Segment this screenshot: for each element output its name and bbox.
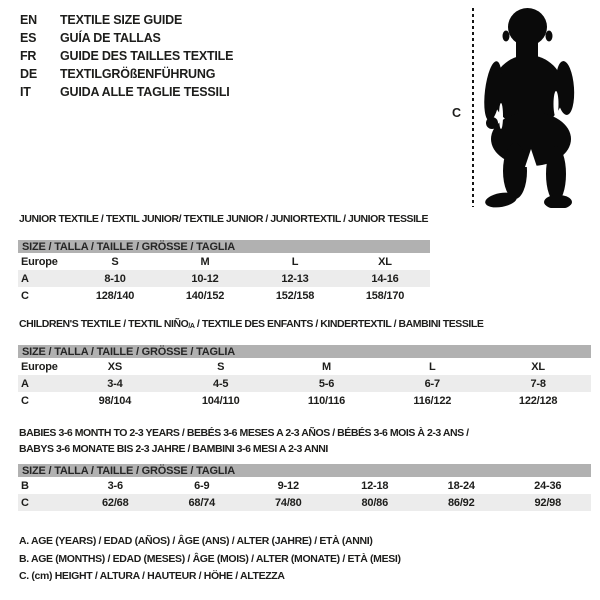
- footnote-b: B. AGE (MONTHS) / EDAD (MESES) / ÂGE (MOIS) / ALTER (MONATE) / ETÀ (MESI): [19, 552, 401, 565]
- table-row: [18, 477, 591, 494]
- size-header-cell: SIZE / TALLA / TAILLE / GRÖSSE / TAGLIA: [18, 464, 591, 477]
- language-header: [20, 11, 233, 101]
- language-row: [20, 83, 233, 101]
- table-cell: 98/104: [98, 394, 132, 407]
- table-cell: M: [322, 360, 331, 373]
- language-code: FR: [20, 49, 37, 63]
- table-cell: 128/140: [95, 289, 135, 302]
- babies-size-table: [18, 464, 591, 511]
- language-row: [20, 65, 233, 83]
- baby-silhouette-icon: [483, 6, 583, 208]
- table-cell: S: [111, 255, 119, 268]
- language-code: DE: [20, 67, 37, 81]
- language-row: [20, 29, 233, 47]
- language-code: ES: [20, 31, 37, 45]
- children-title-pre: CHILDREN'S TEXTILE / TEXTIL NIÑO: [19, 318, 189, 330]
- table-row: [18, 392, 591, 409]
- table-cell: 86/92: [418, 494, 505, 511]
- table-row: [18, 375, 591, 392]
- size-header-cell: SIZE / TALLA / TAILLE / GRÖSSE / TAGLIA: [18, 240, 430, 253]
- table-cell: 110/116: [307, 394, 346, 407]
- children-title-sub: /A: [188, 323, 195, 330]
- row-label: A: [18, 375, 62, 392]
- table-cell: 140/152: [185, 289, 225, 302]
- table-row: [18, 253, 430, 270]
- table-cell: 3-6: [107, 479, 123, 492]
- table-cell: 80/86: [332, 494, 419, 511]
- row-label: Europe: [21, 360, 58, 373]
- size-header-cell: SIZE / TALLA / TAILLE / GRÖSSE / TAGLIA: [18, 345, 591, 358]
- table-cell: 14-16: [340, 270, 430, 287]
- table-cell: 7-8: [485, 375, 591, 392]
- table-cell: L: [429, 360, 436, 373]
- table-cell: 24-36: [534, 479, 562, 492]
- junior-section-title: JUNIOR TEXTILE / TEXTIL JUNIOR/ TEXTILE JUNIOR / JUNIORTEXTIL / JUNIOR TESSILE: [19, 213, 429, 225]
- children-section-title: [19, 318, 483, 330]
- language-row: [20, 11, 233, 29]
- table-row: [18, 358, 591, 375]
- table-cell: 68/74: [159, 494, 246, 511]
- table-cell: 104/110: [201, 394, 240, 407]
- size-header-row: [18, 345, 591, 358]
- table-cell: M: [200, 255, 210, 268]
- row-label: A: [18, 270, 70, 287]
- children-size-table: [18, 345, 591, 409]
- language-label: GUÍA DE TALLAS: [60, 31, 161, 45]
- table-cell: 9-12: [277, 479, 299, 492]
- table-cell: 18-24: [447, 479, 475, 492]
- table-row: [18, 494, 591, 511]
- language-label: GUIDA ALLE TAGLIE TESSILI: [60, 85, 230, 99]
- table-cell: 74/80: [245, 494, 332, 511]
- table-cell: 92/98: [505, 494, 592, 511]
- table-cell: 3-4: [62, 375, 168, 392]
- language-label: TEXTILE SIZE GUIDE: [60, 13, 183, 27]
- table-cell: L: [291, 255, 299, 268]
- table-cell: 158/170: [365, 289, 405, 302]
- table-cell: XL: [531, 360, 545, 373]
- table-cell: XL: [378, 255, 392, 268]
- babies-section-title: [19, 425, 469, 457]
- table-row: [18, 270, 430, 287]
- table-cell: 4-5: [168, 375, 274, 392]
- children-title-post: / TEXTILE DES ENFANTS / KINDERTEXTIL / BAMBINI TESSILE: [194, 318, 484, 330]
- row-label: B: [21, 479, 29, 492]
- height-measure-dashed-line: [472, 8, 474, 207]
- table-cell: 12-13: [250, 270, 340, 287]
- table-cell: 6-9: [194, 479, 210, 492]
- footnotes: [19, 533, 401, 586]
- table-cell: 116/122: [413, 394, 452, 407]
- size-header-row: [18, 240, 430, 253]
- table-cell: 62/68: [72, 494, 159, 511]
- language-code: IT: [20, 85, 31, 99]
- table-cell: 12-18: [361, 479, 389, 492]
- language-row: [20, 47, 233, 65]
- table-cell: 5-6: [274, 375, 380, 392]
- height-measure-label: C: [452, 106, 462, 120]
- row-label: C: [18, 494, 72, 511]
- size-header-row: [18, 464, 591, 477]
- language-label: GUIDE DES TAILLES TEXTILE: [60, 49, 234, 63]
- row-label: C: [21, 394, 29, 407]
- table-cell: 8-10: [70, 270, 160, 287]
- footnote-a: A. AGE (YEARS) / EDAD (AÑOS) / ÂGE (ANS) / ALTER (JAHRE) / ETÀ (ANNI): [19, 535, 373, 547]
- language-code: EN: [20, 13, 37, 27]
- table-cell: 10-12: [160, 270, 250, 287]
- footnote-c: C. (cm) HEIGHT / ALTURA / HAUTEUR / HÖHE / ALTEZZA: [19, 570, 285, 582]
- row-label: C: [21, 289, 29, 302]
- table-row: [18, 287, 430, 304]
- babies-title-line1: BABIES 3-6 MONTH TO 2-3 YEARS / BEBÉS 3-6 MESES A 2-3 AÑOS / BÉBÉS 3-6 MOIS À 2-3 ANS /: [19, 427, 469, 439]
- table-cell: XS: [107, 360, 123, 373]
- junior-size-table: [18, 240, 430, 304]
- table-cell: 6-7: [379, 375, 485, 392]
- table-cell: 122/128: [518, 394, 558, 407]
- row-label: Europe: [21, 255, 58, 268]
- table-cell: S: [217, 360, 225, 373]
- babies-title-line2: BABYS 3-6 MONATE BIS 2-3 JAHRE / BAMBINI 3-6 MESI A 2-3 ANNI: [19, 443, 328, 455]
- language-label: TEXTILGRÖßENFÜHRUNG: [60, 67, 216, 81]
- table-cell: 152/158: [275, 289, 315, 302]
- baby-silhouette-svg: [483, 6, 583, 208]
